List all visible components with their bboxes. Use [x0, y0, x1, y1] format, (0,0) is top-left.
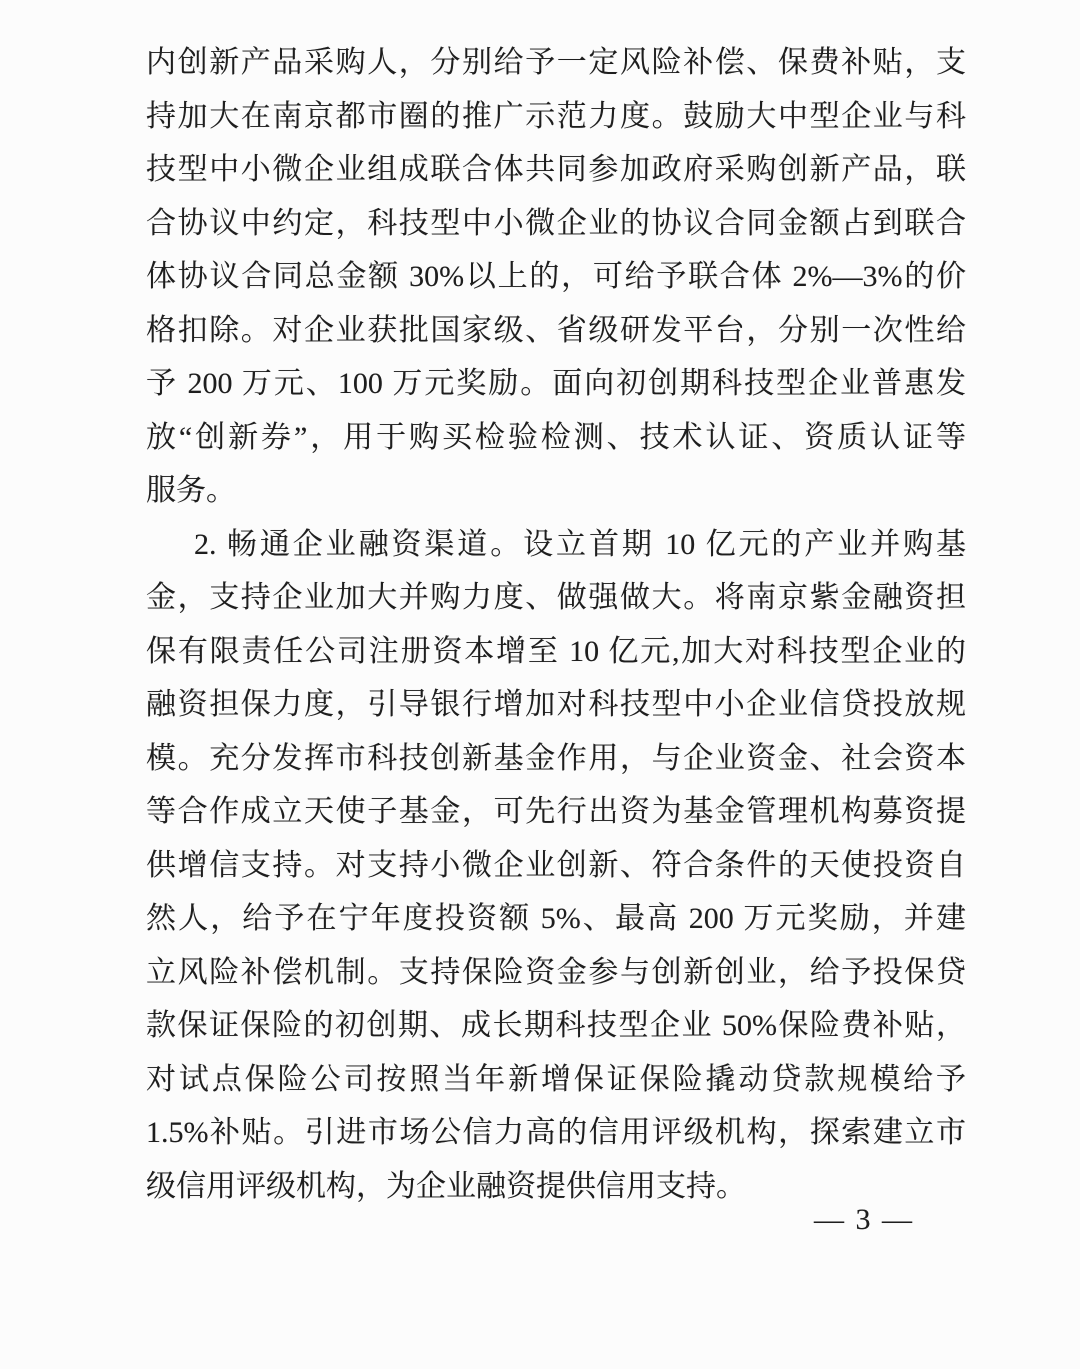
text-line: 对试点保险公司按照当年新增保证保险撬动贷款规模给予	[146, 1062, 966, 1096]
text-line: 级信用评级机构，为企业融资提供信用支持。	[146, 1169, 746, 1203]
text-line: 供增信支持。对支持小微企业创新、符合条件的天使投资自	[146, 848, 966, 882]
text-line: 1.5%补贴。引进市场公信力高的信用评级机构，探索建立市	[146, 1116, 966, 1149]
text-line: 内创新产品采购人，分别给予一定风险补偿、保费补贴，支	[146, 46, 966, 79]
text-line: 模。充分发挥市科技创新基金作用，与企业资金、社会资本	[146, 741, 966, 775]
text-line: 技型中小微企业组成联合体共同参加政府采购创新产品，联	[146, 153, 966, 186]
text-line: 然人，给予在宁年度投资额 5%、最高 200 万元奖励，并建	[146, 902, 966, 935]
text-line: 持加大在南京都市圈的推广示范力度。鼓励大中型企业与科	[146, 99, 966, 133]
page-number: — 3 —	[814, 1203, 914, 1236]
text-line: 立风险补偿机制。支持保险资金参与创新创业，给予投保贷	[146, 955, 966, 989]
document-body	[146, 36, 966, 1213]
text-line: 金，支持企业加大并购力度、做强做大。将南京紫金融资担	[146, 581, 966, 614]
text-line: 融资担保力度，引导银行增加对科技型中小企业信贷投放规	[146, 688, 966, 721]
text-line: 体协议合同总金额 30%以上的，可给予联合体 2%—3%的价	[146, 260, 966, 293]
text-line: 2. 畅通企业融资渠道。设立首期 10 亿元的产业并购基	[194, 527, 966, 561]
text-line: 合协议中约定，科技型中小微企业的协议合同金额占到联合	[146, 206, 966, 240]
text-line: 保有限责任公司注册资本增至 10 亿元,加大对科技型企业的	[146, 634, 966, 668]
text-line: 格扣除。对企业获批国家级、省级研发平台，分别一次性给	[146, 313, 966, 347]
text-line: 服务。	[146, 474, 236, 507]
text-line: 放“创新券”，用于购买检验检测、技术认证、资质认证等	[146, 420, 966, 454]
text-line: 予 200 万元、100 万元奖励。面向初创期科技型企业普惠发	[146, 367, 966, 400]
text-line: 等合作成立天使子基金，可先行出资为基金管理机构募资提	[146, 795, 966, 828]
text-line: 款保证保险的初创期、成长期科技型企业 50%保险费补贴，	[146, 1009, 966, 1042]
